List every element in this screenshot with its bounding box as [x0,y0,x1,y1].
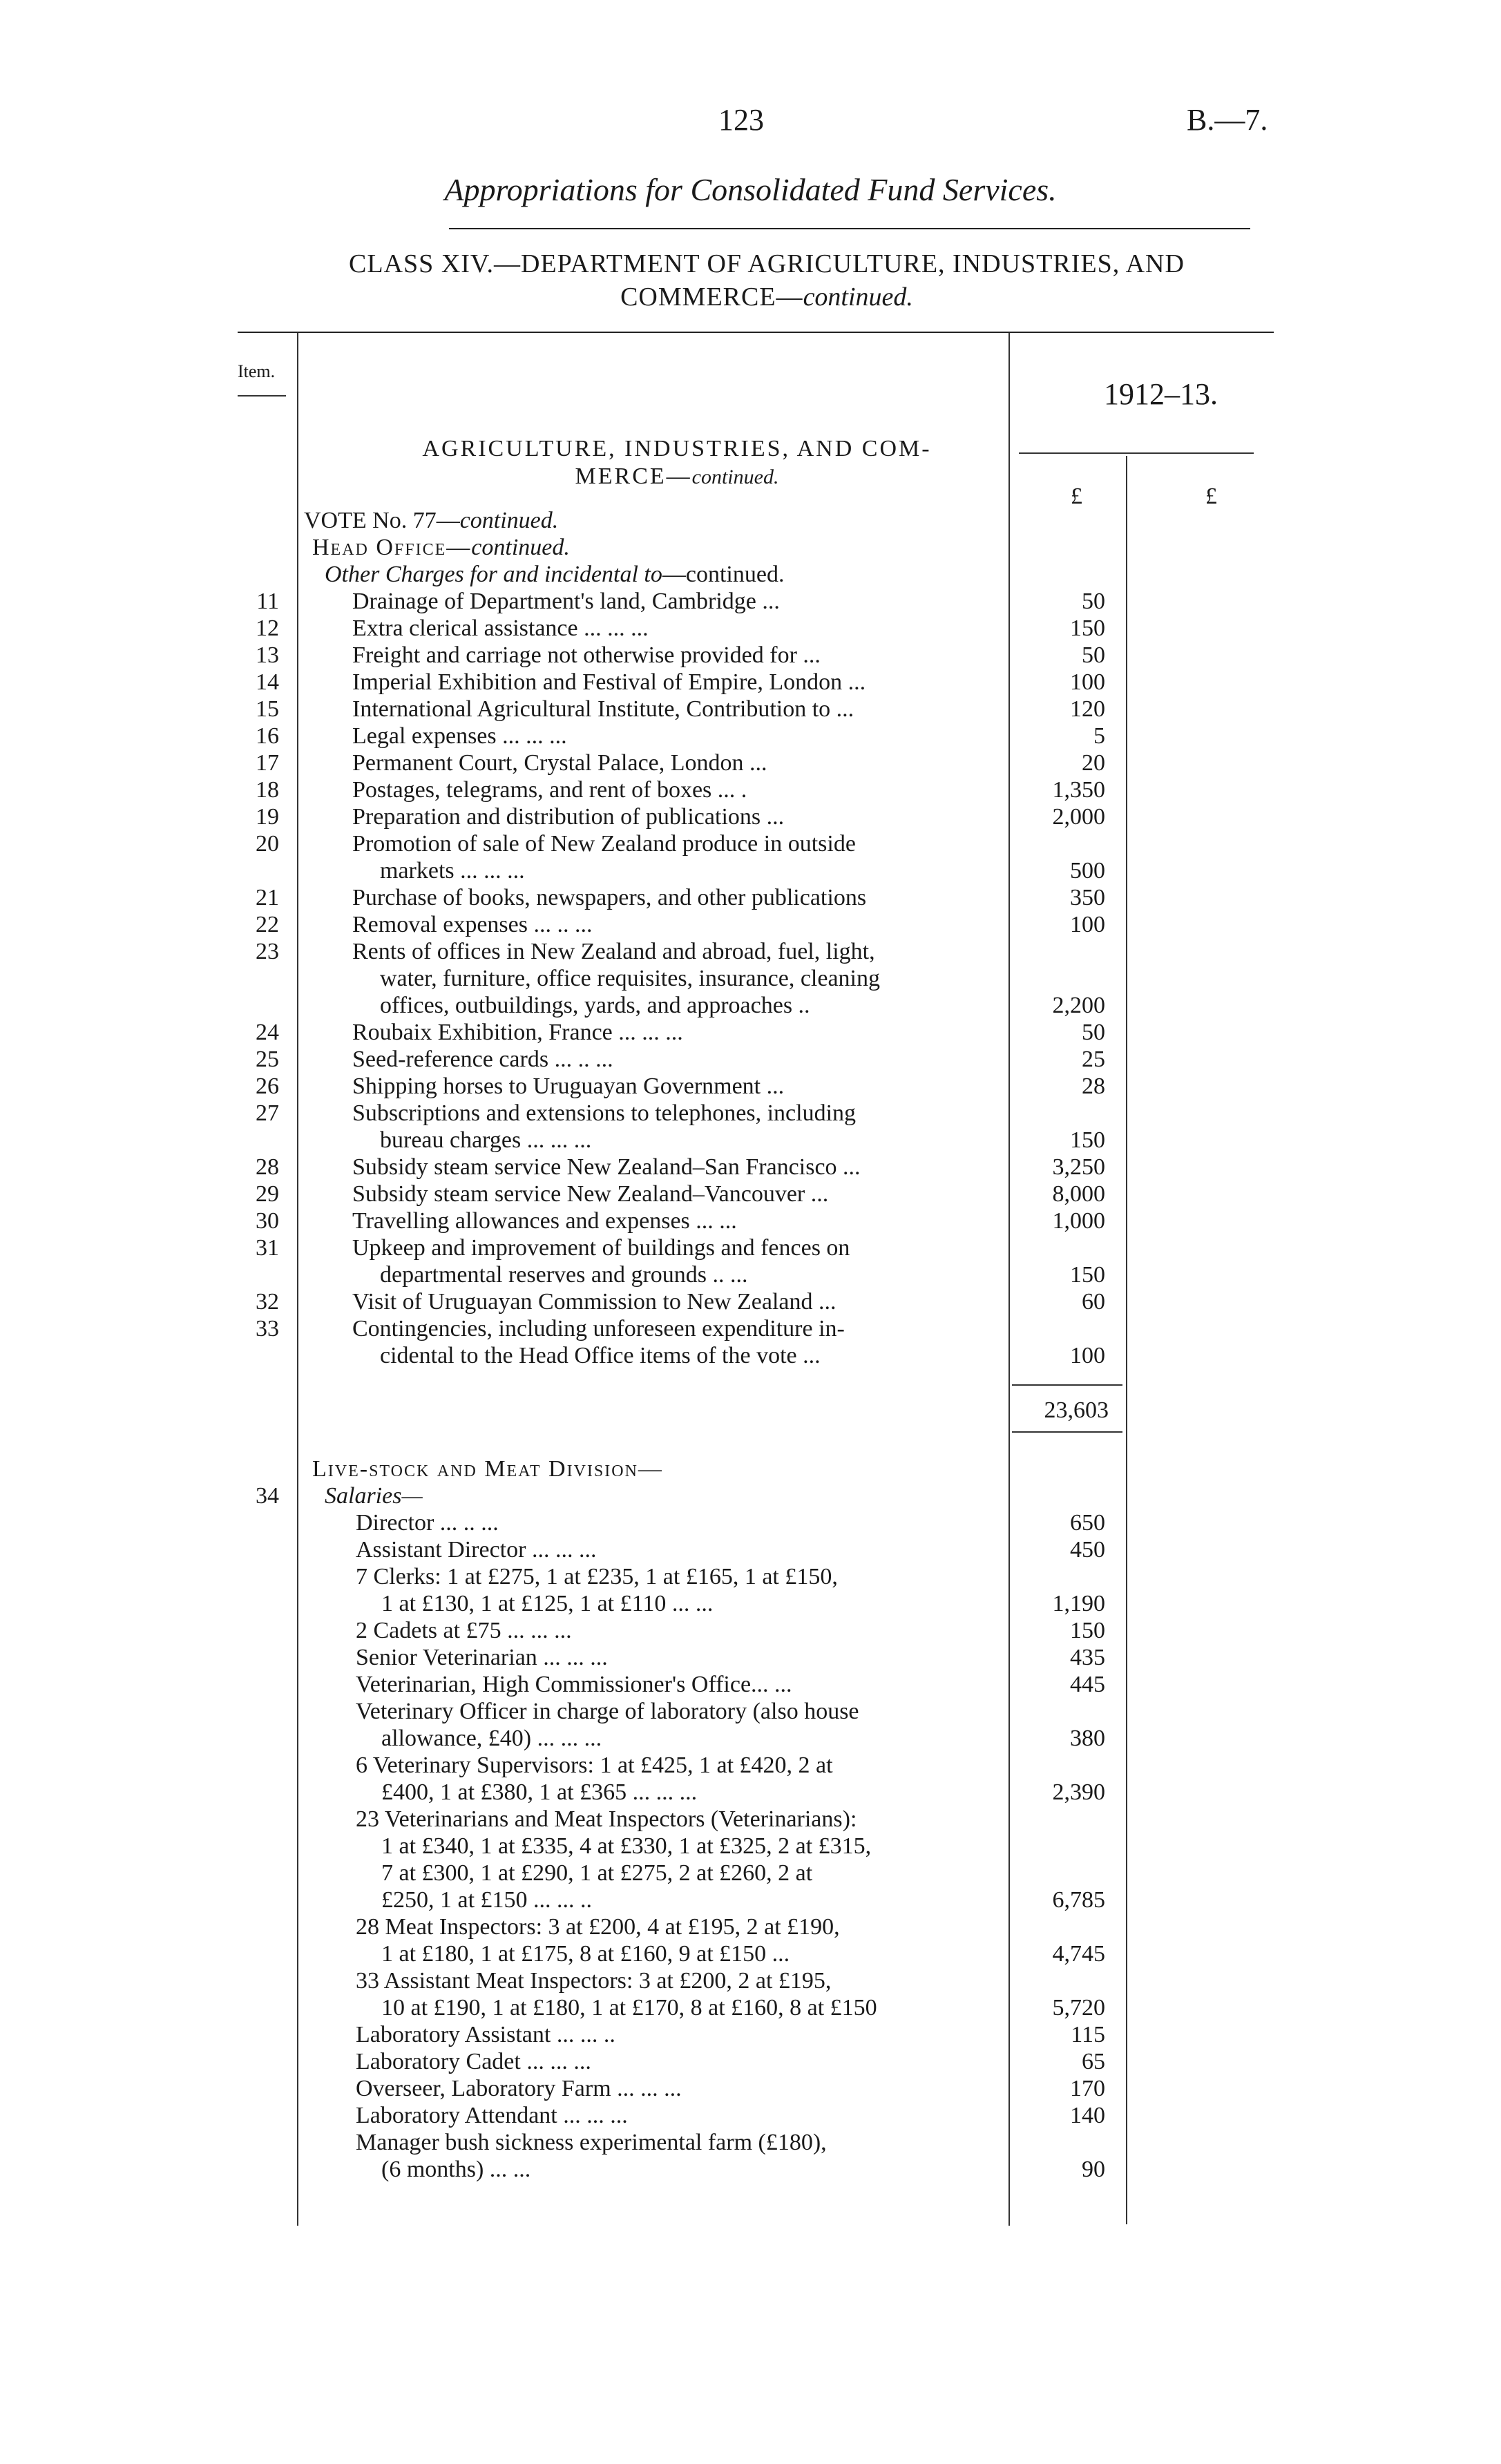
item-description-line: Permanent Court, Crystal Palace, London ... [352,750,767,776]
class-heading-line1: CLASS XIV.—DEPARTMENT OF AGRICULTURE, INDUSTRIES, AND [349,249,1185,278]
item-amount: 445 [1070,1672,1105,1697]
page-number: 123 [718,103,764,137]
item-column-header: Item. [238,361,276,381]
item-description-line: 7 at £300, 1 at £290, 1 at £275, 2 at £260, 2 at [381,1860,813,1886]
item-description-line: International Agricultural Institute, Contribution to ... [352,696,854,722]
section-title-continued: continued. [691,466,779,488]
item-amount: 2,390 [1052,1779,1105,1805]
item-number: 20 [256,831,279,857]
item-description-line: £250, 1 at £150 ... ... .. [381,1887,593,1913]
item-description-line: water, furniture, office requisites, insurance, cleaning [380,966,880,991]
item-description-line: Director ... .. ... [356,1510,499,1536]
item-amount: 60 [1082,1289,1105,1315]
item-amount: 1,190 [1052,1591,1105,1616]
item-description-line: Purchase of books, newspapers, and other publications [352,885,867,910]
class-heading-line2 [207,280,1326,314]
item-description-line: Removal expenses ... .. ... [352,912,593,937]
item-description-line: Rents of offices in New Zealand and abroad, fuel, light, [352,939,875,964]
year-column-header: 1912–13. [1104,377,1218,411]
section-title [297,435,1057,491]
item-number: 16 [256,723,279,749]
item-number: 14 [256,669,279,695]
item-description-line: Imperial Exhibition and Festival of Empire, London ... [352,669,866,695]
item-description-line: 7 Clerks: 1 at £275, 1 at £235, 1 at £165, 1 at £150, [356,1564,838,1589]
item-amount: 50 [1082,642,1105,668]
item-description-line: offices, outbuildings, yards, and approaches .. [380,993,810,1018]
section-title-line2 [297,463,1057,491]
item-description-line: 6 Veterinary Supervisors: 1 at £425, 1 at £420, 2 at [356,1753,833,1778]
item-amount: 8,000 [1052,1181,1105,1207]
item-amount: 1,350 [1052,777,1105,803]
item-number: 13 [256,642,279,668]
item-description-line: Veterinarian, High Commissioner's Office... ... [356,1672,792,1697]
item-description-line: (6 months) ... ... [381,2157,531,2182]
item-description-line: Postages, telegrams, and rent of boxes ... . [352,777,747,803]
head-office-label: Head Office— [312,535,472,560]
item-number: 17 [256,750,279,776]
item-description-line: 2 Cadets at £75 ... ... ... [356,1618,572,1643]
item-amount: 2,200 [1052,993,1105,1018]
class-heading [207,247,1326,314]
item-description-line: Travelling allowances and expenses ... ... [352,1208,737,1234]
item-header-rule [238,395,286,397]
item-description-line: Subsidy steam service New Zealand–San Francisco ... [352,1154,861,1180]
item-amount: 25 [1082,1047,1105,1072]
item-number: 24 [256,1020,279,1045]
item-amount: 5 [1093,723,1105,749]
item-amount: 350 [1070,885,1105,910]
item-amount: 380 [1070,1726,1105,1751]
class-heading-main: COMMERCE— [620,283,803,312]
item-description-line: Subsidy steam service New Zealand–Vancouver ... [352,1181,829,1207]
item-description-line: Extra clerical assistance ... ... ... [352,615,649,641]
head-office-heading [312,534,570,561]
item-amount: 50 [1082,1020,1105,1045]
item-amount: 140 [1070,2103,1105,2128]
item-description-line: departmental reserves and grounds .. ... [380,1262,748,1288]
salaries-heading: Salaries— [325,1483,423,1509]
item-number: 18 [256,777,279,803]
section-title-line1: AGRICULTURE, INDUSTRIES, AND COM- [422,436,932,461]
item-description-line: 1 at £340, 1 at £335, 4 at £330, 1 at £325, 2 at £315, [381,1833,872,1859]
item-description-line: 23 Veterinarians and Meat Inspectors (Veterinarians): [356,1806,857,1832]
item-number: 33 [256,1316,279,1341]
item-number: 32 [256,1289,279,1315]
item-amount: 450 [1070,1537,1105,1563]
other-charges-heading [325,561,784,588]
running-title: Appropriations for Consolidated Fund Services. [444,172,1057,207]
item-description-line: Promotion of sale of New Zealand produce in outside [352,831,856,857]
item-number: 30 [256,1208,279,1234]
item-description-line: Laboratory Assistant ... ... .. [356,2022,615,2047]
item-amount: 100 [1070,912,1105,937]
vote-heading [304,507,558,534]
other-charges-continued: —continued. [662,562,785,587]
item-description-line: Laboratory Attendant ... ... ... [356,2103,628,2128]
item-description-line: markets ... ... ... [380,858,525,884]
item-description-line: 1 at £130, 1 at £125, 1 at £110 ... ... [381,1591,714,1616]
vote-heading-continued: continued. [459,508,559,533]
item-amount: 100 [1070,1343,1105,1368]
item-number: 29 [256,1181,279,1207]
item-amount: 115 [1071,2022,1105,2047]
item-amount: 4,745 [1052,1941,1105,1967]
item-amount: 65 [1082,2049,1105,2074]
item-number: 28 [256,1154,279,1180]
item-description-line: Manager bush sickness experimental farm (£180), [356,2130,827,2155]
item-description-line: Seed-reference cards ... .. ... [352,1047,613,1072]
item-description-line: Upkeep and improvement of buildings and fences on [352,1235,850,1261]
item-number: 26 [256,1073,279,1099]
other-charges-label: Other Charges for and incidental to [325,562,662,587]
item-amount: 150 [1070,615,1105,641]
item-amount: 50 [1082,589,1105,614]
item-description-line: 1 at £180, 1 at £175, 8 at £160, 9 at £150 ... [381,1941,790,1967]
subtotal-column-divider [1126,456,1127,2224]
item-amount: 6,785 [1052,1887,1105,1913]
item-description-line: Freight and carriage not otherwise provided for ... [352,642,821,668]
item-amount: 2,000 [1052,804,1105,830]
item-description-line: £400, 1 at £380, 1 at £365 ... ... ... [381,1779,698,1805]
item-amount: 435 [1070,1645,1105,1670]
item-description-line: 33 Assistant Meat Inspectors: 3 at £200, 2 at £195, [356,1968,832,1994]
subtotal-top-rule [1012,1384,1122,1386]
item-amount: 28 [1082,1073,1105,1099]
head-office-total: 23,603 [1044,1397,1109,1423]
item-amount: 150 [1070,1262,1105,1288]
item-description-line: Laboratory Cadet ... ... ... [356,2049,591,2074]
subtotal-bottom-rule [1012,1431,1122,1433]
item-description-line: Drainage of Department's land, Cambridge ... [352,589,780,614]
item-number: 21 [256,885,279,910]
item-amount: 150 [1070,1618,1105,1643]
item-amount: 150 [1070,1127,1105,1153]
item-description-line: Contingencies, including unforeseen expenditure in- [352,1316,845,1341]
item-description-line: 28 Meat Inspectors: 3 at £200, 4 at £195, 2 at £190, [356,1914,840,1940]
item-description-line: Shipping horses to Uruguayan Government ... [352,1073,785,1099]
livestock-division-heading: Live-stock and Meat Division— [312,1456,663,1482]
item-amount: 20 [1082,750,1105,776]
salaries-item-number: 34 [256,1483,279,1509]
item-column-divider [297,333,298,2226]
item-amount: 1,000 [1052,1208,1105,1234]
item-description-line: Veterinary Officer in charge of laboratory (also house [356,1699,859,1724]
item-description-line: Subscriptions and extensions to telephones, including [352,1100,857,1126]
item-number: 12 [256,615,279,641]
item-number: 15 [256,696,279,722]
class-heading-continued: continued. [803,283,913,312]
item-number: 22 [256,912,279,937]
item-number: 27 [256,1100,279,1126]
top-rule [449,228,1250,229]
item-description-line: 10 at £190, 1 at £180, 1 at £170, 8 at £160, 8 at £150 [381,1995,877,2021]
item-amount: 90 [1082,2157,1105,2182]
item-amount: 170 [1070,2076,1105,2101]
item-amount: 5,720 [1052,1995,1105,2021]
item-description-line: Roubaix Exhibition, France ... ... ... [352,1020,683,1045]
item-description-line: Preparation and distribution of publications ... [352,804,785,830]
section-title-main: MERCE— [575,464,692,489]
head-office-continued: continued. [471,535,570,560]
item-amount: 650 [1070,1510,1105,1536]
pound-column-1: £ [1071,484,1082,509]
item-number: 19 [256,804,279,830]
item-amount: 120 [1070,696,1105,722]
item-description-line: bureau charges ... ... ... [380,1127,592,1153]
item-amount: 3,250 [1052,1154,1105,1180]
item-description-line: Overseer, Laboratory Farm ... ... ... [356,2076,682,2101]
item-description-line: Legal expenses ... ... ... [352,723,567,749]
item-number: 11 [256,589,279,614]
item-description-line: Assistant Director ... ... ... [356,1537,597,1563]
item-number: 25 [256,1047,279,1072]
item-description-line: allowance, £40) ... ... ... [381,1726,602,1751]
item-number: 23 [256,939,279,964]
item-amount: 500 [1070,858,1105,884]
pound-column-2: £ [1205,484,1217,509]
table-top-rule [238,332,1274,333]
document-code: B.—7. [1187,103,1268,137]
item-description-line: Visit of Uruguayan Commission to New Zealand ... [352,1289,836,1315]
vote-heading-main: VOTE No. 77— [304,508,460,533]
item-description-line: Senior Veterinarian ... ... ... [356,1645,608,1670]
item-description-line: cidental to the Head Office items of the vote ... [380,1343,821,1368]
item-number: 31 [256,1235,279,1261]
item-amount: 100 [1070,669,1105,695]
